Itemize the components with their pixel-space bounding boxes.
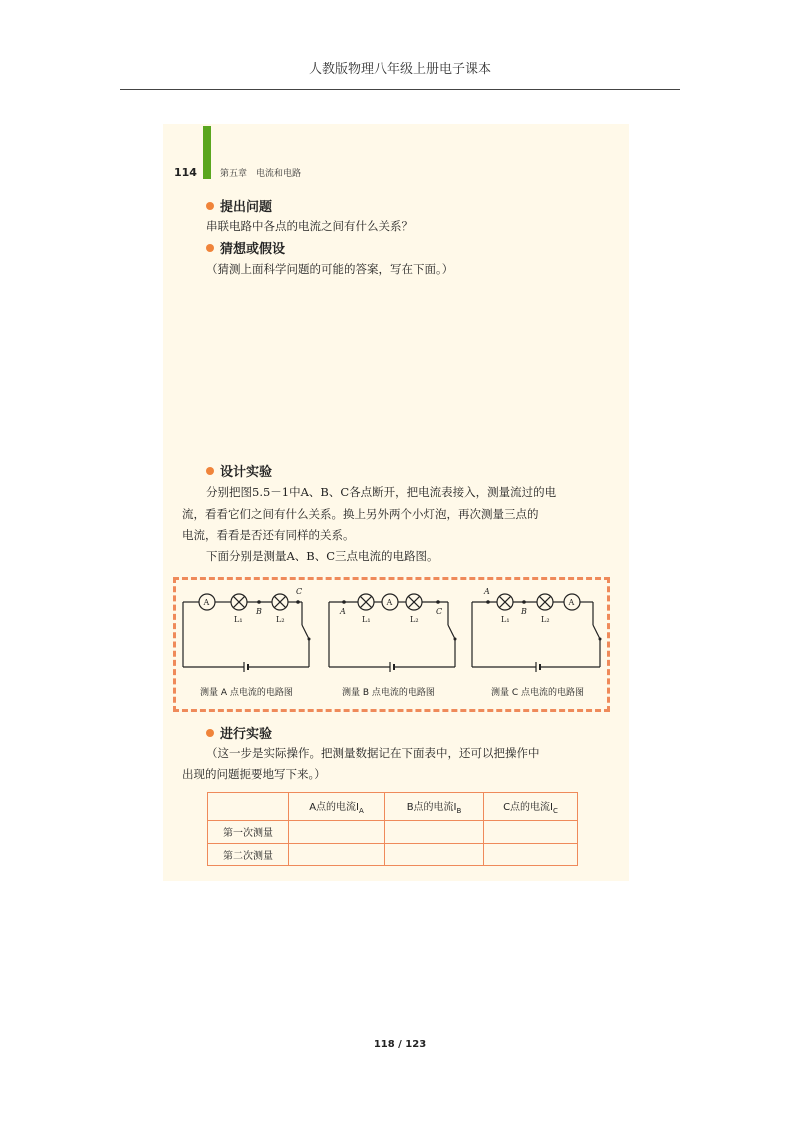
circuit-measure-b [329, 594, 457, 672]
table-cell [385, 843, 484, 866]
circuit-caption-a: 测量 A 点电流的电路图 [200, 688, 293, 698]
section-guess-heading: 猜想或假设 [206, 238, 285, 257]
point-label: A [340, 607, 346, 616]
chapter-title: 第五章 电流和电路 [220, 169, 302, 179]
section-design-heading: 设计实验 [206, 461, 272, 480]
table-header-cell: B点的电流$I_B$ [385, 793, 484, 821]
lamp2-label: L₂ [410, 615, 419, 624]
table-cell [289, 843, 385, 866]
section-do-heading: 进行实验 [206, 723, 272, 742]
table-header-cell: C点的电流$I_C$ [484, 793, 578, 821]
point-label: B [256, 607, 262, 616]
lamp1-label: L₁ [362, 615, 371, 624]
table-cell [385, 821, 484, 844]
circuit-measure-c [472, 594, 602, 672]
table-header-row [208, 793, 578, 821]
ammeter-label: A [568, 598, 575, 607]
table-cell [289, 821, 385, 844]
lamp2-label: L₂ [276, 615, 285, 624]
design-text-line: 电流，看看是否还有同样的关系。 [182, 528, 355, 542]
measurement-table [207, 792, 578, 866]
book-page-number: 114 [174, 166, 197, 179]
page-indicator: 118 / 123 [373, 1039, 427, 1050]
lamp1-label: L₁ [501, 615, 510, 624]
lamp1-label: L₁ [234, 615, 243, 624]
lamp2-label: L₂ [541, 615, 550, 624]
point-label: A [484, 587, 490, 596]
ammeter-label: A [203, 598, 210, 607]
design-text-line: 分别把图5.5－1中A、B、C各点断开，把电流表接入，测量流过的电 [206, 485, 557, 499]
table-cell [484, 821, 578, 844]
point-label: B [521, 607, 527, 616]
table-header-cell [208, 793, 289, 821]
do-text-line: （这一步是实际操作。把测量数据记在下面表中，还可以把操作中 [206, 746, 540, 760]
point-label: C [296, 587, 303, 596]
chapter-accent-bar [203, 126, 211, 179]
circuit-measure-a [183, 594, 311, 672]
circuit-caption-c: 测量 C 点电流的电路图 [491, 688, 585, 698]
table-row-label: 第二次测量 [208, 843, 289, 866]
ask-text: 串联电路中各点的电流之间有什么关系？ [206, 219, 413, 233]
section-ask-heading: 提出问题 [206, 196, 272, 215]
table-header-cell: A点的电流$I_A$ [289, 793, 385, 821]
circuit-caption-b: 测量 B 点电流的电路图 [342, 688, 435, 698]
guess-text: （猜测上面科学问题的可能的答案，写在下面。） [206, 262, 454, 276]
table-row-label: 第一次测量 [208, 821, 289, 844]
table-row [208, 821, 578, 844]
table-cell [484, 843, 578, 866]
design-text-line: 流，看看它们之间有什么关系。换上另外两个小灯泡，再次测量三点的 [182, 507, 539, 521]
document-header: 人教版物理八年级上册电子课本 [308, 62, 491, 77]
point-label: C [436, 607, 443, 616]
ammeter-label: A [386, 598, 393, 607]
bullet-dot-icon [206, 729, 214, 737]
table-row [208, 843, 578, 866]
bullet-dot-icon [206, 244, 214, 252]
bullet-dot-icon [206, 202, 214, 210]
header-divider [120, 89, 680, 90]
do-text-line: 出现的问题扼要地写下来。） [182, 767, 326, 781]
bullet-dot-icon [206, 467, 214, 475]
design-text-line: 下面分别是测量A、B、C三点电流的电路图。 [206, 549, 439, 563]
